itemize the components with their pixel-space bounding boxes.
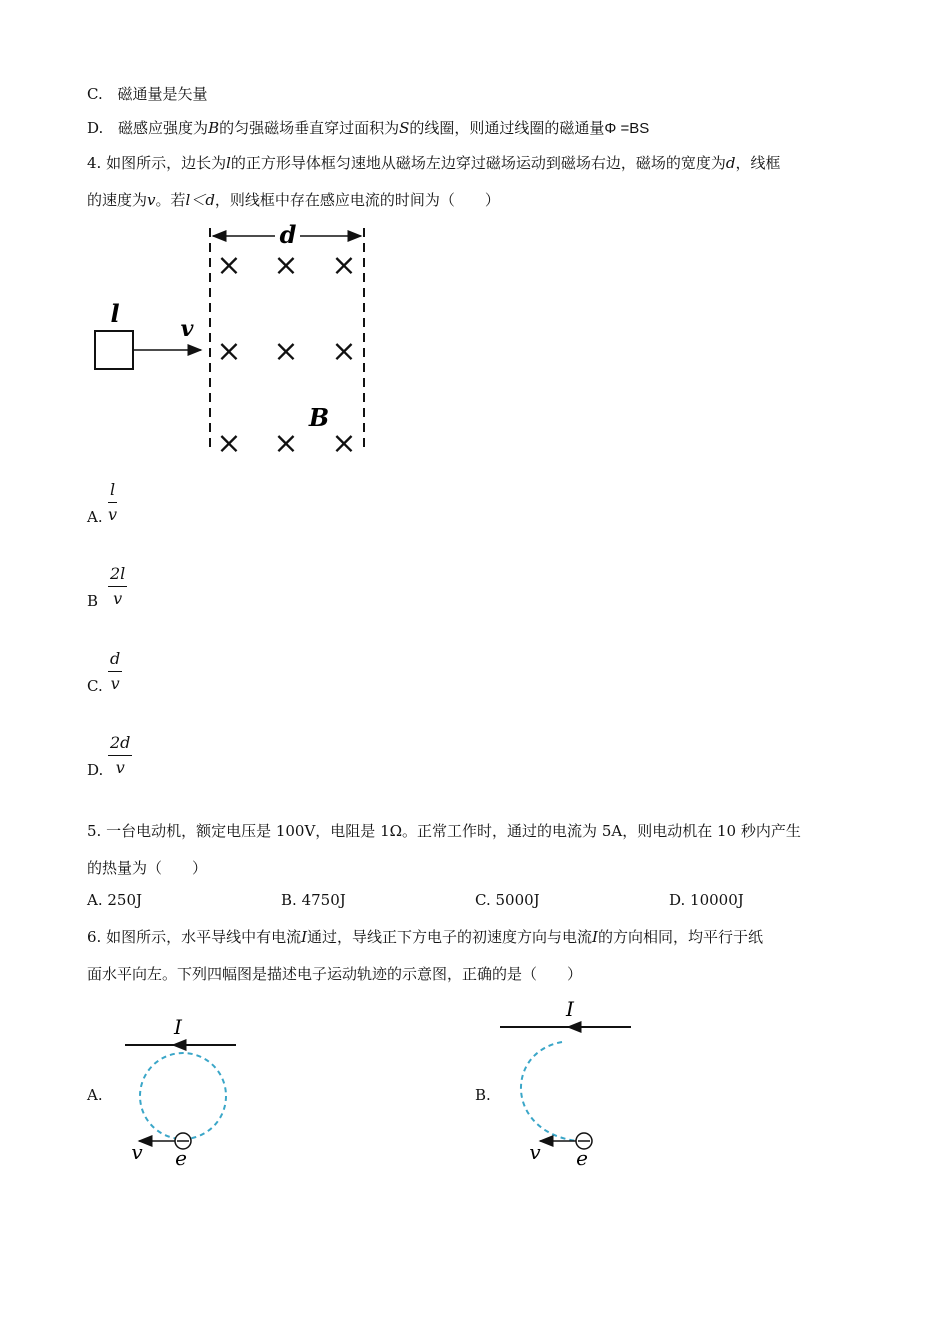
q4-option-b-fraction <box>108 564 127 608</box>
cross-mark: × <box>331 334 357 369</box>
fraction-bar <box>108 671 122 672</box>
square-loop <box>95 331 133 369</box>
q4-text: 的速度为 <box>87 191 148 209</box>
trajectory-circle <box>140 1053 226 1139</box>
velocity-label: v <box>131 1140 143 1164</box>
q5-stem-line-1: 5. 一台电动机，额定电压是 100V，电阻是 1Ω。正常工作时，通过的电流为 5A，则电动机在 10 秒内产生 <box>87 822 801 840</box>
q4-option-d-label: D. <box>87 761 104 779</box>
q4-magnetic-field-figure <box>85 218 385 458</box>
q5-option-d <box>669 891 744 909</box>
q3-option-d-text-2: 的匀强磁场垂直穿过面积为 <box>219 119 400 137</box>
q4-text: 4. 如图所示，边长为 <box>87 154 227 172</box>
option-label: C. <box>475 891 491 909</box>
q6-option-b-label: B. <box>475 1086 491 1104</box>
q6-figure-b <box>495 992 640 1172</box>
q4-option-b-label: B <box>87 592 99 610</box>
current-label: I <box>174 1015 182 1039</box>
q3-option-d <box>87 117 649 138</box>
fraction-denominator: v <box>110 674 120 693</box>
q5-option-b <box>281 891 346 909</box>
trajectory-arc <box>521 1042 577 1141</box>
q3-option-d-var-b: B <box>208 119 220 137</box>
q6-text: 的方向相同，均平行于纸 <box>597 928 763 946</box>
label-b: B <box>308 403 330 432</box>
q4-var-d: d <box>725 154 736 172</box>
label-v: v <box>180 316 194 342</box>
fraction-denominator: v <box>108 505 118 524</box>
q4-condition: l＜d <box>185 191 215 209</box>
option-text: 5000J <box>495 891 540 909</box>
q4-text: 。若 <box>155 191 186 209</box>
q4-stem-line-2 <box>87 189 500 210</box>
q4-option-c-label: C. <box>87 677 103 695</box>
q4-var-v: v <box>147 191 156 209</box>
q4-stem-line-1 <box>87 152 781 173</box>
q6-var-i: I <box>301 928 308 946</box>
q4-text: 的正方形导体框匀速地从磁场左边穿过磁场运动到磁场右边，磁场的宽度为 <box>230 154 726 172</box>
q6-stem-line-2: 面水平向左。下列四幅图是描述电子运动轨迹的示意图，正确的是（ ） <box>87 965 583 983</box>
cross-mark: × <box>273 334 299 369</box>
fraction-denominator: v <box>115 758 125 777</box>
q3-option-d-text-1: 磁感应强度为 <box>118 119 209 137</box>
fraction-numerator: 2l <box>110 564 126 583</box>
q4-option-d-fraction <box>108 733 132 777</box>
fraction-bar <box>108 586 127 587</box>
option-label: D. <box>669 891 686 909</box>
cross-mark: × <box>331 248 357 283</box>
q3-option-c-label: C. <box>87 85 103 103</box>
field-crosses <box>216 248 356 458</box>
velocity-label: v <box>529 1140 541 1164</box>
q4-var-l: l <box>226 154 231 172</box>
q6-option-a-label: A. <box>87 1086 103 1104</box>
cross-mark: × <box>216 248 242 283</box>
q6-var-i: I <box>592 928 598 946</box>
q6-text: 6. 如图所示，水平导线中有电流 <box>87 928 302 946</box>
fraction-numerator: d <box>110 649 121 668</box>
cross-mark: × <box>273 248 299 283</box>
q5-option-c <box>475 891 540 909</box>
q4-text: ，则线框中存在感应电流的时间为（ ） <box>214 191 500 209</box>
fraction-bar <box>108 502 117 503</box>
option-text: 4750J <box>301 891 346 909</box>
option-label: B. <box>281 891 297 909</box>
q4-option-c-fraction <box>108 649 122 693</box>
electron-label: e <box>576 1146 588 1170</box>
q3-option-d-label: D. <box>87 119 104 137</box>
option-label: A. <box>87 891 103 909</box>
cross-mark: × <box>216 426 242 458</box>
q3-option-d-text-3: 的线圈，则通过线圈的磁通量 <box>409 119 605 137</box>
fraction-numerator: l <box>110 480 116 499</box>
electron-label: e <box>175 1146 187 1170</box>
option-text: 250J <box>107 891 143 909</box>
q3-option-c <box>87 83 208 104</box>
q3-option-c-text: 磁通量是矢量 <box>117 85 208 103</box>
option-text: 10000J <box>690 891 744 909</box>
q3-option-d-var-s: S <box>399 119 410 137</box>
fraction-bar <box>108 755 132 756</box>
q6-stem-line-1 <box>87 926 763 947</box>
q5-option-a <box>87 891 142 909</box>
cross-mark: × <box>216 334 242 369</box>
q4-option-a-fraction <box>108 480 117 524</box>
current-label: I <box>566 997 574 1021</box>
fraction-denominator: v <box>113 589 123 608</box>
q6-text: 通过，导线正下方电子的初速度方向与电流 <box>307 928 593 946</box>
q5-stem-line-2: 的热量为（ ） <box>87 859 208 877</box>
label-l: l <box>110 299 120 328</box>
q4-option-a-label: A. <box>87 508 103 526</box>
q3-option-d-formula: Φ =BS <box>604 120 650 137</box>
q4-text: ，线框 <box>735 154 781 172</box>
cross-mark: × <box>273 426 299 458</box>
q6-figure-a <box>125 1012 250 1172</box>
fraction-numerator: 2d <box>110 733 131 752</box>
cross-mark: × <box>331 426 357 458</box>
label-d: d <box>279 220 297 249</box>
